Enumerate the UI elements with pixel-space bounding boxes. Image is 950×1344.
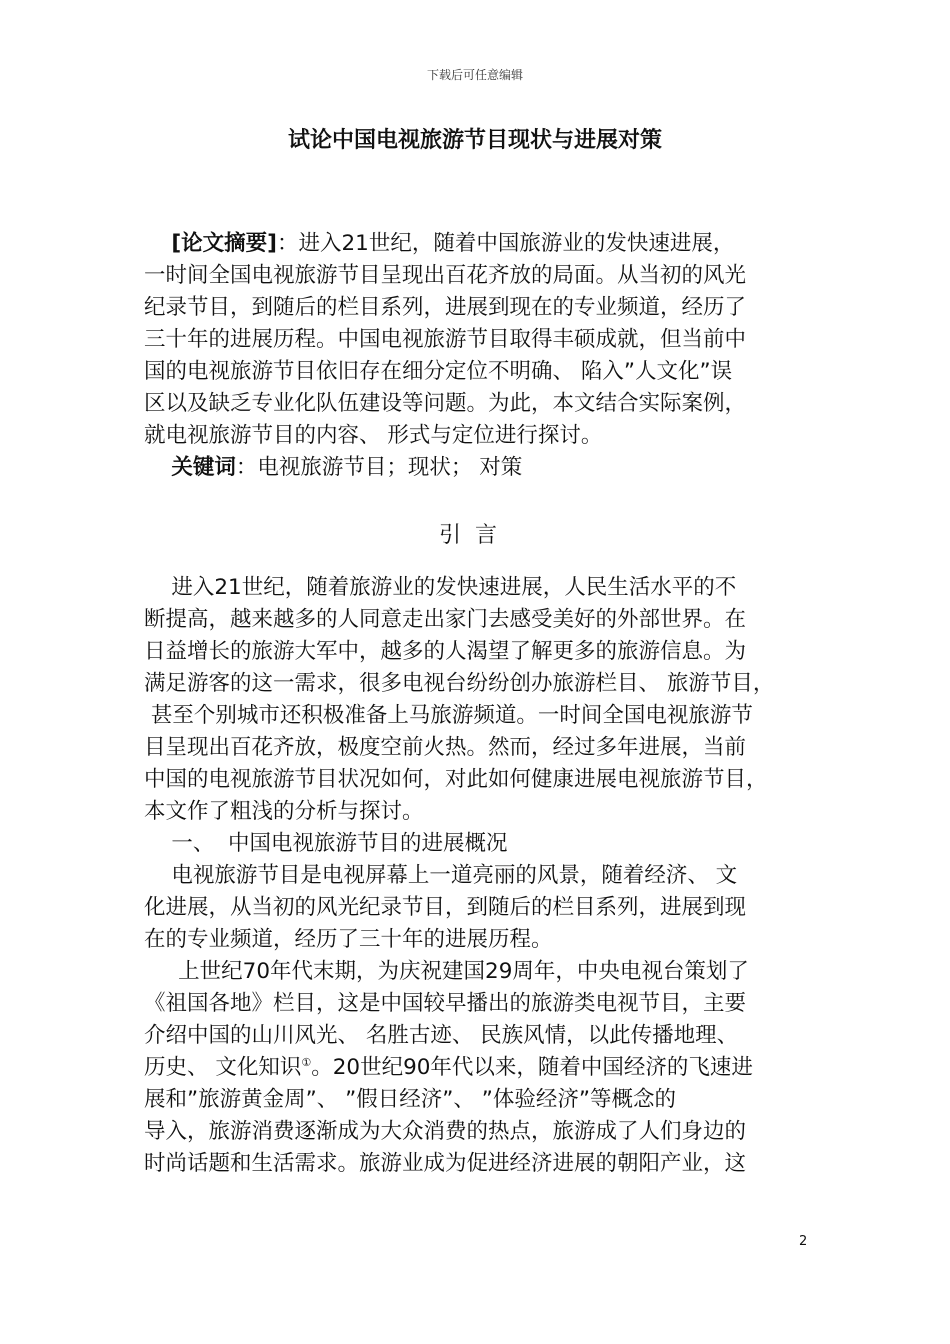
paragraph-line-with-footnote xyxy=(144,1052,824,1084)
subheading: 一、 中国电视旅游节目的进展概况 xyxy=(144,831,508,856)
paragraph-line: 时尚话题和生活需求。旅游业成为促进经济进展的朝阳产业，这 xyxy=(144,1151,747,1176)
abstract-line: 区以及缺乏专业化队伍建设等问题。为此，本文结合实际案例， xyxy=(144,391,747,416)
intro-block xyxy=(144,572,824,1180)
keywords-label: 关键词 xyxy=(171,455,236,480)
paragraph-line: 化进展，从当初的风光纪录节目，到随后的栏目系列，进展到现 xyxy=(144,895,747,920)
intro-line: 满足游客的这一需求，很多电视台纷纷创办旅游栏目、 旅游节目， xyxy=(144,671,775,696)
intro-line: 本文作了粗浅的分析与探讨。 xyxy=(144,799,424,824)
paragraph-text: 历史、 文化知识 xyxy=(144,1055,302,1080)
keywords-line xyxy=(144,452,824,484)
paragraph-line: 在的专业频道，经历了三十年的进展历程。 xyxy=(144,927,553,952)
abstract-line: 就电视旅游节目的内容、 形式与定位进行探讨。 xyxy=(144,423,603,448)
abstract-line: 一时间全国电视旅游节目呈现出百花齐放的局面。从当初的风光 xyxy=(144,263,747,288)
paragraph-line: 电视旅游节目是电视屏幕上一道亮丽的风景，随着经济、 文 xyxy=(144,863,738,888)
paragraph-line: 导入，旅游消费逐渐成为大众消费的热点，旅游成了人们身边的 xyxy=(144,1119,747,1144)
section-heading: 引言 xyxy=(438,523,511,548)
intro-line: 日益增长的旅游大军中，越多的人渴望了解更多的旅游信息。为 xyxy=(144,639,747,664)
paragraph-text: 。20世纪90年代以来，随着中国经济的飞速进 xyxy=(311,1055,753,1080)
paragraph-line: 《祖国各地》栏目，这是中国较早播出的旅游类电视节目，主要 xyxy=(144,991,747,1016)
abstract-line: 国的电视旅游节目依旧存在细分定位不明确、 陷入”人文化”误 xyxy=(144,359,733,384)
page-number: 2 xyxy=(799,1234,808,1249)
paragraph-line: 介绍中国的山川风光、 名胜古迹、 民族风情，以此传播地理、 xyxy=(144,1023,739,1048)
abstract-line: 三十年的进展历程。中国电视旅游节目取得丰硕成就，但当前中 xyxy=(144,327,747,352)
abstract-text: ：进入21世纪，随着中国旅游业的发快速进展， xyxy=(277,231,735,256)
abstract-line: 纪录节目，到随后的栏目系列，进展到现在的专业频道，经历了 xyxy=(144,295,747,320)
footnote-marker[interactable]: ① xyxy=(301,1055,312,1069)
abstract-label: [论文摘要] xyxy=(171,231,277,256)
paragraph-line: 上世纪70年代末期，为庆祝建国29周年，中央电视台策划了 xyxy=(144,959,749,984)
intro-line: 断提高，越来越多的人同意走出家门去感受美好的外部世界。在 xyxy=(144,607,747,632)
keywords-text: ：电视旅游节目；现状； 对策 xyxy=(235,455,523,480)
intro-line: 目呈现出百花齐放，极度空前火热。然而，经过多年进展，当前 xyxy=(144,735,747,760)
document-title: 试论中国电视旅游节目现状与进展对策 xyxy=(287,128,662,153)
abstract-block xyxy=(144,228,824,484)
paragraph-line: 展和”旅游黄金周”、 ”假日经济”、 ”体验经济”等概念的 xyxy=(144,1087,677,1112)
header-note: 下载后可任意编辑 xyxy=(426,68,523,82)
abstract-line xyxy=(144,228,824,260)
intro-line: 中国的电视旅游节目状况如何，对此如何健康进展电视旅游节目， xyxy=(144,767,768,792)
intro-line: 甚至个别城市还积极准备上马旅游频道。一时间全国电视旅游节 xyxy=(144,703,753,728)
intro-line: 进入21世纪，随着旅游业的发快速进展，人民生活水平的不 xyxy=(144,575,737,600)
